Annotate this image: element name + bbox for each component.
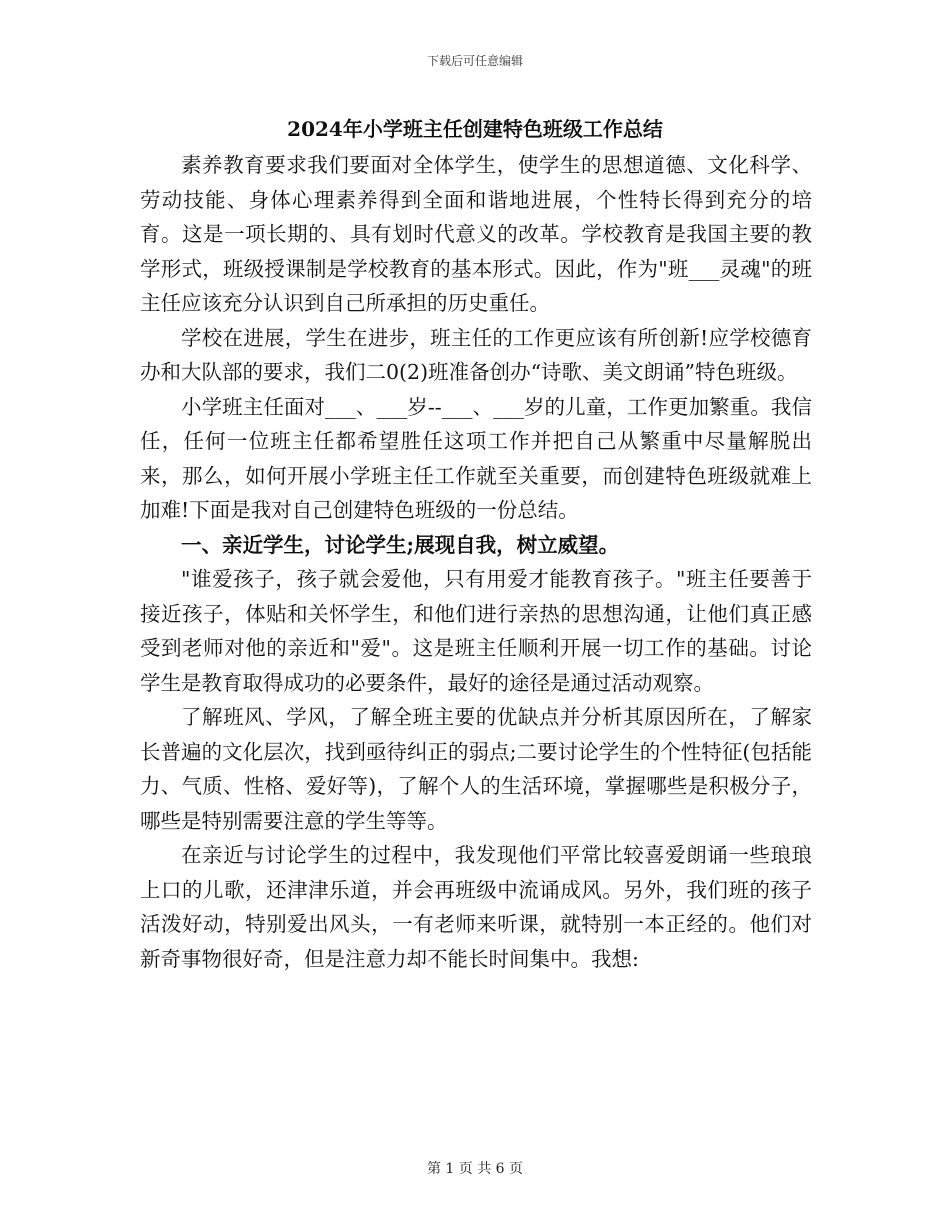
section-1-paragraph-3: 在亲近与讨论学生的过程中，我发现他们平常比较喜爱朗诵一些琅琅上口的儿歌，还津津乐道，并会再班级中流诵成风。另外，我们班的孩子活泼好动，特别爱出风头，一有老师来听课，就特别一本正经的。他们对新奇事物很好奇，但是注意力却不能长时间集中。我想: [140,843,812,971]
section-1-paragraph-2: 了解班风、学风，了解全班主要的优缺点并分析其原因所在，了解家长普遍的文化层次，找到亟待纠正的弱点;二要讨论学生的个性特征(包括能力、气质、性格、爱好等)，了解个人的生活环境，掌握哪些是积极分子，哪些是特别需要注意的学生等等。 [140,705,812,833]
intro-paragraph-2: 学校在进展，学生在进步，班主任的工作更应该有所创新!应学校德育办和大队部的要求，我们二0(2)班准备创办“诗歌、美文朗诵”特色班级。 [140,325,812,384]
page-number-footer: 第 1 页 共 6 页 [426,1161,524,1177]
page-header-note: 下载后可任意编辑 [426,54,523,68]
document-body [140,148,812,976]
document-title: 2024年小学班主任创建特色班级工作总结 [287,117,663,141]
intro-paragraph-1: 素养教育要求我们要面对全体学生，使学生的思想道德、文化科学、劳动技能、身体心理素养得到全面和谐地进展，个性特长得到充分的培育。这是一项长期的、具有划时代意义的改革。学校教育是我国主要的教学形式，班级授课制是学校教育的基本形式。因此，作为"班___灵魂"的班主任应该充分认识到自己所承担的历史重任。 [140,153,812,315]
section-1-paragraph-1: "谁爱孩子，孩子就会爱他，只有用爱才能教育孩子。"班主任要善于接近孩子，体贴和关怀学生，和他们进行亲热的思想沟通，让他们真正感受到老师对他的亲近和"爱"。这是班主任顺利开展一切工作的基础。讨论学生是教育取得成功的必要条件，最好的途径是通过活动观察。 [140,567,812,695]
intro-paragraph-3: 小学班主任面对___、___岁--___、___岁的儿童，工作更加繁重。我信任，任何一位班主任都希望胜任这项工作并把自己从繁重中尽量解脱出来，那么，如何开展小学班主任工作就至关重要，而创建特色班级就难上加难!下面是我对自己创建特色班级的一份总结。 [140,394,812,522]
section-1-heading: 一、亲近学生，讨论学生;展现自我，树立威望。 [181,532,620,557]
